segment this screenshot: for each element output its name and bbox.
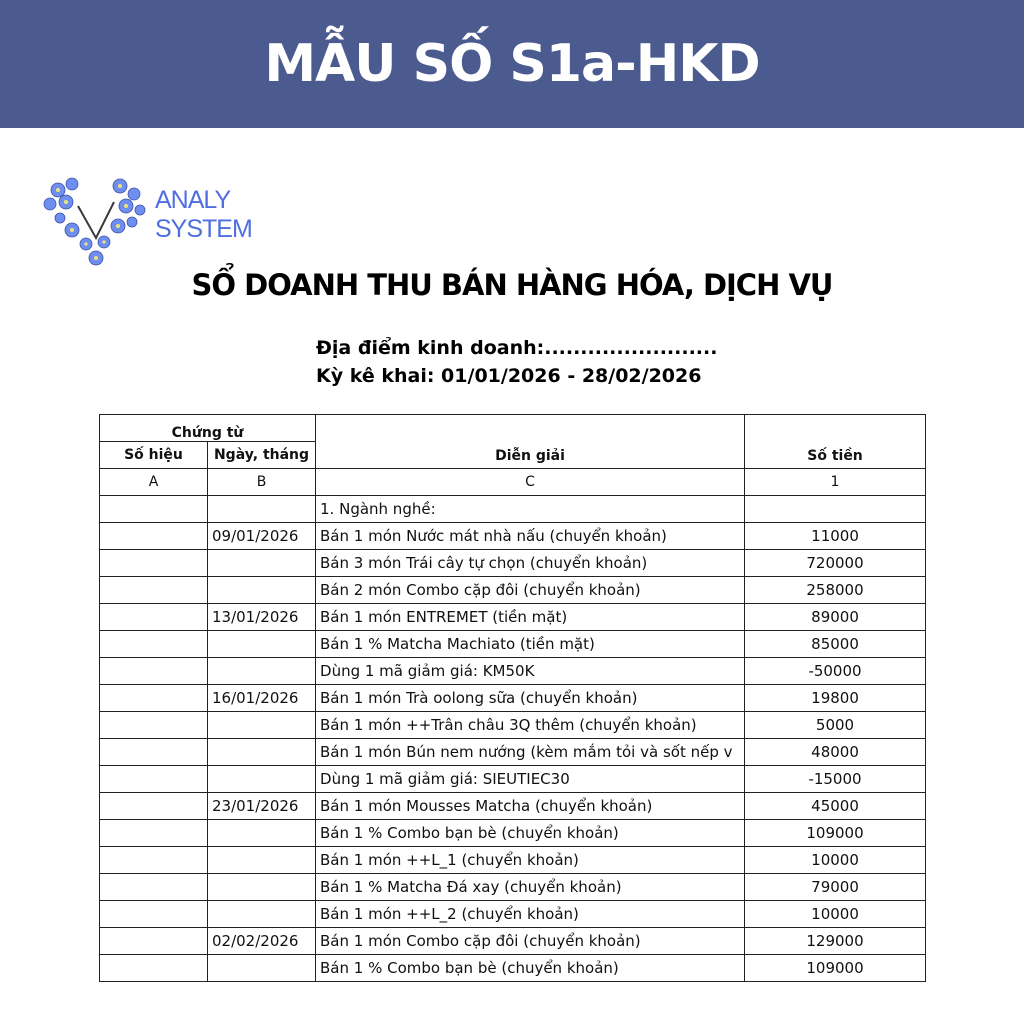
- voucher-date-cell: [208, 847, 316, 874]
- voucher-number-cell: [100, 685, 208, 712]
- voucher-date-cell: [208, 496, 316, 523]
- table-row: [100, 631, 926, 658]
- voucher-number-cell: [100, 847, 208, 874]
- column-index-1: 1: [745, 469, 926, 496]
- table-row: [100, 901, 926, 928]
- table-row: [100, 496, 926, 523]
- forget-me-not-heart-logo: [38, 172, 154, 268]
- form-code-title: MẪU SỐ S1a-HKD: [264, 34, 760, 94]
- table-row: [100, 766, 926, 793]
- voucher-number-cell: [100, 820, 208, 847]
- description-cell: Bán 1 món ++L_2 (chuyển khoản): [316, 901, 745, 928]
- voucher-date-cell: [208, 712, 316, 739]
- amount-cell: -50000: [745, 658, 926, 685]
- amount-cell: 85000: [745, 631, 926, 658]
- header-banner: [0, 0, 1024, 128]
- amount-cell: 258000: [745, 577, 926, 604]
- table-row: [100, 523, 926, 550]
- ledger-rows: [100, 496, 926, 982]
- description-cell: Bán 1 % Combo bạn bè (chuyển khoản): [316, 955, 745, 982]
- voucher-number-cell: [100, 631, 208, 658]
- voucher-date-cell: [208, 820, 316, 847]
- voucher-number-cell: [100, 928, 208, 955]
- voucher-date-cell: [208, 577, 316, 604]
- table-row: [100, 604, 926, 631]
- table-row: [100, 685, 926, 712]
- amount-cell: 5000: [745, 712, 926, 739]
- voucher-number-cell: [100, 577, 208, 604]
- description-cell: Bán 1 % Combo bạn bè (chuyển khoản): [316, 820, 745, 847]
- logo-wordmark: [155, 186, 252, 244]
- table-row: [100, 712, 926, 739]
- description-cell: Bán 1 món ENTREMET (tiền mặt): [316, 604, 745, 631]
- description-cell: Bán 1 món ++Trân châu 3Q thêm (chuyển khoản): [316, 712, 745, 739]
- description-cell: Bán 1 món Combo cặp đôi (chuyển khoản): [316, 928, 745, 955]
- column-index-c: C: [316, 469, 745, 496]
- voucher-number-cell: [100, 955, 208, 982]
- description-cell: Bán 2 món Combo cặp đôi (chuyển khoản): [316, 577, 745, 604]
- voucher-date-cell: [208, 658, 316, 685]
- amount-cell: [745, 496, 926, 523]
- voucher-date-cell: [208, 739, 316, 766]
- voucher-number-cell: [100, 739, 208, 766]
- column-index-b: B: [208, 469, 316, 496]
- description-cell: Bán 1 món Mousses Matcha (chuyển khoản): [316, 793, 745, 820]
- amount-cell: 45000: [745, 793, 926, 820]
- voucher-date-header: Ngày, tháng: [208, 442, 316, 469]
- description-cell: Bán 1 món ++L_1 (chuyển khoản): [316, 847, 745, 874]
- amount-cell: 109000: [745, 820, 926, 847]
- voucher-date-cell: 13/01/2026: [208, 604, 316, 631]
- amount-cell: 89000: [745, 604, 926, 631]
- description-cell: Bán 1 % Matcha Đá xay (chuyển khoản): [316, 874, 745, 901]
- description-cell: Bán 1 món Trà oolong sữa (chuyển khoản): [316, 685, 745, 712]
- amount-cell: 109000: [745, 955, 926, 982]
- voucher-number-cell: [100, 874, 208, 901]
- voucher-date-cell: 02/02/2026: [208, 928, 316, 955]
- description-cell: Dùng 1 mã giảm giá: SIEUTIEC30: [316, 766, 745, 793]
- logo-line-1: ANALY: [155, 186, 231, 214]
- table-row: [100, 739, 926, 766]
- voucher-number-cell: [100, 658, 208, 685]
- amount-cell: 720000: [745, 550, 926, 577]
- table-row: [100, 577, 926, 604]
- table-row: [100, 550, 926, 577]
- table-row: [100, 955, 926, 982]
- table-row: [100, 874, 926, 901]
- business-location-line: Địa điểm kinh doanh:........................: [316, 337, 718, 359]
- voucher-number-cell: [100, 901, 208, 928]
- voucher-number-cell: [100, 766, 208, 793]
- table-row: [100, 928, 926, 955]
- voucher-number-cell: [100, 550, 208, 577]
- logo-line-2: SYSTEM: [155, 215, 252, 243]
- voucher-date-cell: [208, 631, 316, 658]
- amount-cell: 10000: [745, 847, 926, 874]
- voucher-date-cell: 09/01/2026: [208, 523, 316, 550]
- table-row: [100, 820, 926, 847]
- description-cell: Dùng 1 mã giảm giá: KM50K: [316, 658, 745, 685]
- voucher-date-cell: [208, 550, 316, 577]
- description-cell: Bán 1 món Nước mát nhà nấu (chuyển khoản): [316, 523, 745, 550]
- table-row: [100, 793, 926, 820]
- amount-cell: 129000: [745, 928, 926, 955]
- amount-cell: 10000: [745, 901, 926, 928]
- declaration-period-line: Kỳ kê khai: 01/01/2026 - 28/02/2026: [316, 365, 702, 387]
- voucher-number-cell: [100, 793, 208, 820]
- table-row: [100, 847, 926, 874]
- document-title: SỔ DOANH THU BÁN HÀNG HÓA, DỊCH VỤ: [191, 268, 833, 302]
- voucher-date-cell: 23/01/2026: [208, 793, 316, 820]
- table-row: [100, 658, 926, 685]
- column-index-a: A: [100, 469, 208, 496]
- voucher-date-cell: 16/01/2026: [208, 685, 316, 712]
- voucher-number-cell: [100, 496, 208, 523]
- voucher-number-cell: [100, 523, 208, 550]
- voucher-date-cell: [208, 766, 316, 793]
- description-cell: Bán 1 món Bún nem nướng (kèm mắm tỏi và sốt nếp v: [316, 739, 745, 766]
- amount-cell: 19800: [745, 685, 926, 712]
- voucher-group-header: Chứng từ: [100, 415, 316, 442]
- amount-cell: -15000: [745, 766, 926, 793]
- voucher-date-cell: [208, 955, 316, 982]
- voucher-date-cell: [208, 874, 316, 901]
- voucher-number-cell: [100, 712, 208, 739]
- voucher-date-cell: [208, 901, 316, 928]
- amount-header: Số tiền: [745, 415, 926, 469]
- amount-cell: 11000: [745, 523, 926, 550]
- document-meta: [316, 334, 717, 390]
- description-cell: Bán 1 % Matcha Machiato (tiền mặt): [316, 631, 745, 658]
- voucher-number-header: Số hiệu: [100, 442, 208, 469]
- description-cell: Bán 3 món Trái cây tự chọn (chuyển khoản): [316, 550, 745, 577]
- description-cell: 1. Ngành nghề:: [316, 496, 745, 523]
- amount-cell: 48000: [745, 739, 926, 766]
- description-header: Diễn giải: [316, 415, 745, 469]
- revenue-ledger-table: [99, 414, 926, 982]
- amount-cell: 79000: [745, 874, 926, 901]
- voucher-number-cell: [100, 604, 208, 631]
